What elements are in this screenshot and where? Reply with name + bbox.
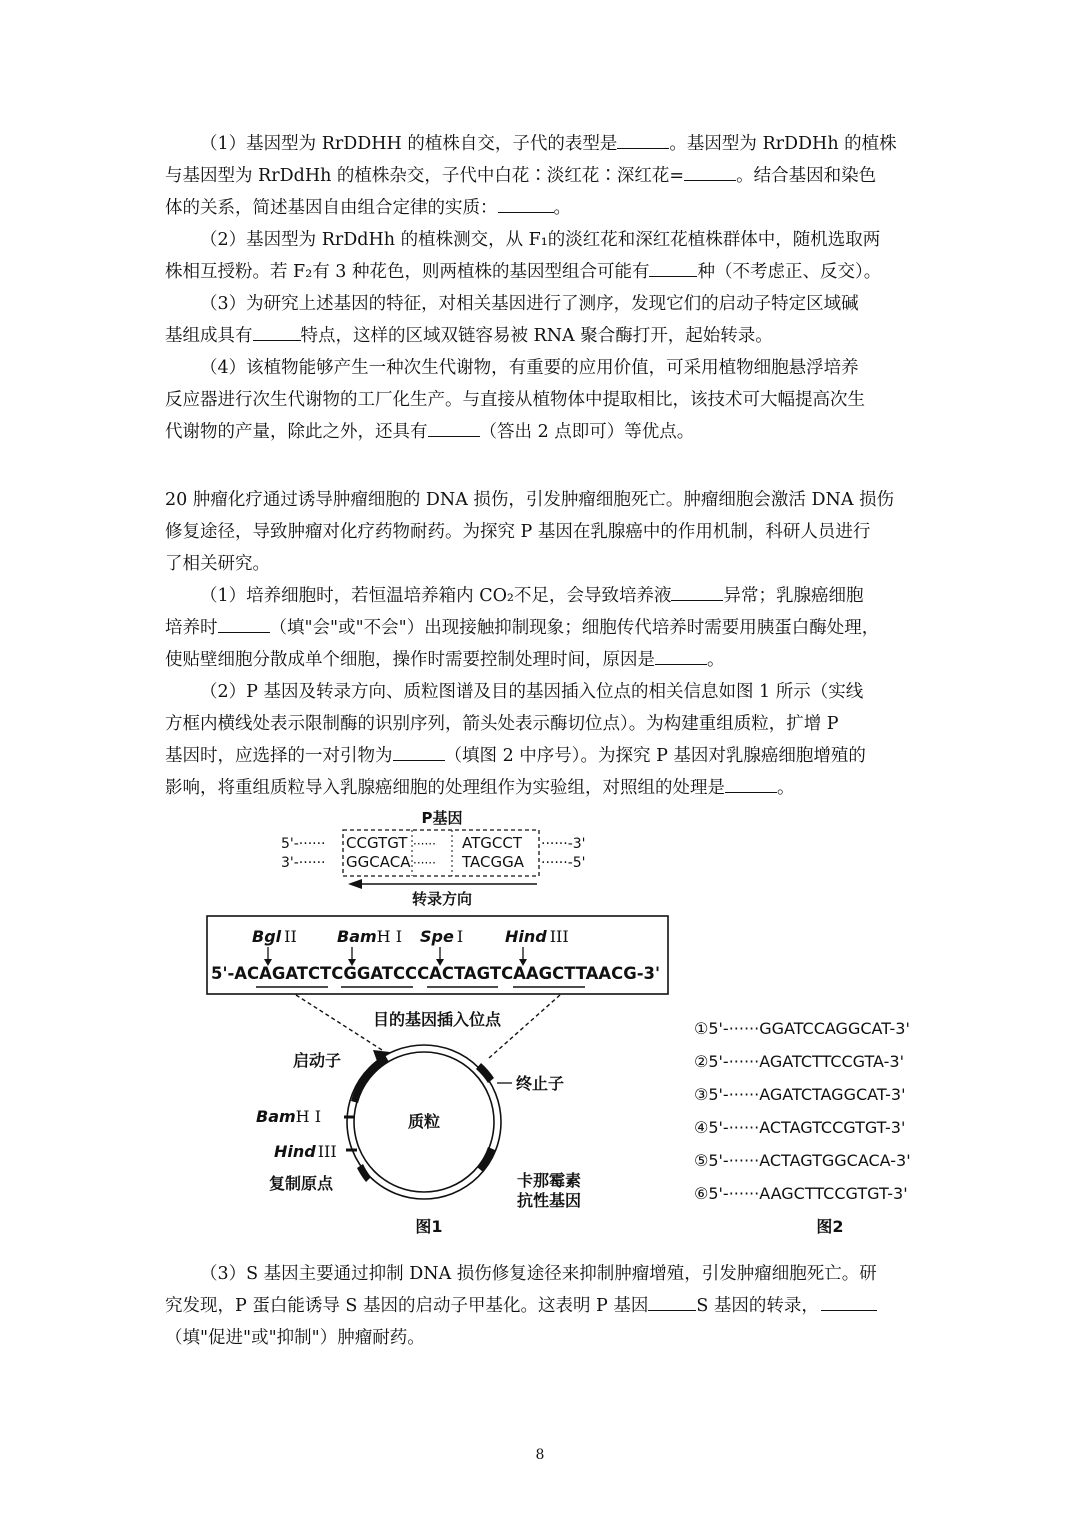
enzyme-spei-label: Spe I — [420, 927, 464, 946]
p-gene-title: P基因 — [421, 809, 463, 827]
restriction-site-diagram — [207, 916, 668, 994]
kanamycin-label: 卡那霉素 — [517, 1171, 582, 1190]
cut-site-arrows — [268, 947, 523, 961]
origin-label: 复制原点 — [269, 1174, 334, 1193]
promoter-block — [351, 1055, 389, 1103]
figure-2-caption: 图2 — [816, 1217, 844, 1236]
plasmid-label: 质粒 — [407, 1112, 441, 1131]
origin-block — [357, 1164, 371, 1182]
q19-part2: （2）基因型为 RrDdHh 的植株测交，从 F₁的淡红花和深红花植株群体中，随机选取两 株相互授粉。若 F₂有 3 种花色，则两植株的基因型组合可能有 种（不考虑正、反交）。 — [165, 230, 882, 282]
primer-list — [694, 1019, 911, 1236]
p-gene-diagram — [281, 809, 586, 908]
plasmid-map — [256, 995, 581, 1236]
primer-item: ①5'-······GGATCCAGGCAT-3' — [694, 1019, 910, 1038]
page-number: 8 — [535, 1447, 545, 1463]
q20-part3: （3）S 基因主要通过抑制 DNA 损伤修复途径来抑制肿瘤增殖，引发肿瘤细胞死亡。研 究发现，P 蛋白能诱导 S 基因的启动子甲基化。这表明 P 基因 S 基因的转录， （填"促进"或"抑制"）肿瘤耐药。 — [165, 1264, 877, 1348]
sequence-text: TACGGA — [462, 853, 524, 871]
enzyme-bgl-label: Bgl II — [252, 927, 297, 946]
hindiii-label: Hind III — [274, 1142, 337, 1161]
primer-item: ②5'-······AGATCTTCCGTA-3' — [694, 1052, 904, 1071]
terminator-block — [476, 1063, 494, 1083]
sequence-text: ATGCCT — [462, 834, 522, 852]
primer-item: ③5'-······AGATCTAGGCAT-3' — [694, 1085, 906, 1104]
q20-part2: （2）P 基因及转录方向、质粒图谱及目的基因插入位点的相关信息如图 1 所示（实线 方框内横线处表示限制酶的识别序列，箭头处表示酶切位点）。为构建重组质粒，扩增 P 基因时，应选择的一对引物为 （填图 2 中序号）。为探究 P 基因对乳腺癌细胞增殖的 影响，将重组质粒导入乳腺癌细胞的处理组作为实验组，对照组的处理是 。 — [165, 682, 866, 798]
strand-end-label: 5'-······ — [281, 836, 326, 852]
primer-item: ⑤5'-······ACTAGTGGCACA-3' — [694, 1151, 911, 1170]
q20-intro: 20 肿瘤化疗通过诱导肿瘤细胞的 DNA 损伤，引发肿瘤细胞死亡。肿瘤细胞会激活 DNA 损伤 修复途径，导致肿瘤对化疗药物耐药。为探究 P 基因在乳腺癌中的作用机制，科研人员进行 了相关研究。 — [165, 490, 895, 574]
direction-label: 转录方向 — [411, 890, 473, 908]
bamhi-label: BamH I — [256, 1107, 322, 1126]
sequence-text: GGCACA — [346, 853, 411, 871]
q19-part4: （4）该植物能够产生一种次生代谢物，有重要的应用价值，可采用植物细胞悬浮培养 反应器进行次生代谢物的工厂化生产。与直接从植物体中提取相比，该技术可大幅提高次生 代谢物的产量，除此之外，还具有 （答出 2 点即可）等优点。 — [165, 358, 865, 442]
site-sequence-text: 5'-ACAGATCTCGGATCCCACTAGTCAAGCTTAACG-3' — [211, 964, 660, 984]
sequence-text: CCGTGT — [346, 834, 408, 852]
insert-site-dashed-line — [296, 995, 382, 1050]
answer-blank[interactable] — [648, 1290, 696, 1311]
strand-end-label: 3'-······ — [281, 855, 326, 871]
q20-part1: （1）培养细胞时，若恒温培养箱内 CO₂不足，会导致培养液 异常；乳腺癌细胞 培养时 （填"会"或"不会"）出现接触抑制现象；细胞传代培养时需要用胰蛋白酶处理， 使贴壁细胞分散成单个细胞，操作时需要控制处理时间，原因是 。 — [165, 580, 917, 676]
promoter-label: 启动子 — [292, 1051, 341, 1070]
answer-blank[interactable] — [821, 1290, 877, 1311]
figure-1-caption: 图1 — [415, 1217, 443, 1236]
strand-end-label: ······-5' — [541, 855, 586, 871]
primer-item: ④5'-······ACTAGTCCGTGT-3' — [694, 1118, 906, 1137]
q19-part3: （3）为研究上述基因的特征，对相关基因进行了测序，发现它们的启动子特定区域碱 基组成具有 特点，这样的区域双链容易被 RNA 聚合酶打开，起始转录。 — [165, 294, 859, 346]
enzyme-hindiii-label: Hind III — [505, 927, 569, 946]
primer-item: ⑥5'-······AAGCTTCCGTGT-3' — [694, 1184, 908, 1203]
insert-site-label: 目的基因插入位点 — [372, 1010, 502, 1029]
sequence-dots: ······ — [413, 837, 436, 851]
q19-part1: （1）基因型为 RrDDHH 的植株自交，子代的表型是 。基因型为 RrDDHh 的植株 与基因型为 RrDdHh 的植株杂交，子代中白花∶淡红花∶深红花= 。结合基因和染色 体的关系，简述基因自由组合定律的实质： 。 — [165, 128, 917, 224]
arrow-head-icon — [348, 879, 362, 889]
sequence-dots: ······ — [413, 856, 436, 870]
enzyme-bamhi-label: BamH I — [337, 927, 403, 946]
kanamycin-label: 抗性基因 — [517, 1191, 582, 1210]
terminator-label: 终止子 — [516, 1074, 565, 1093]
strand-end-label: ······-3' — [541, 836, 586, 852]
